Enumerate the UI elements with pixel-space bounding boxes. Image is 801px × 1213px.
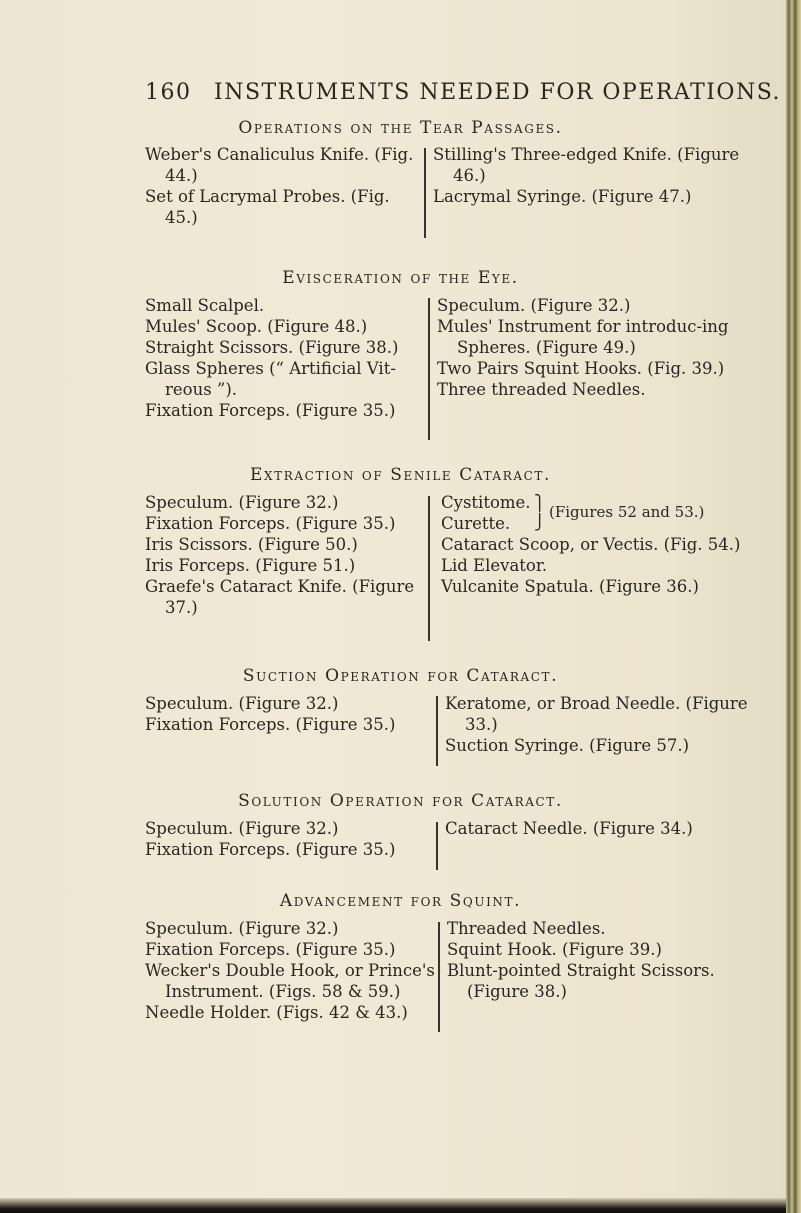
scan-bottom-edge: [0, 1198, 786, 1213]
page-edge: [786, 0, 801, 1213]
column-divider: [428, 496, 430, 641]
section-solution-left: [145, 818, 430, 860]
list-item: Cystitome.: [441, 493, 531, 512]
list-item: Cataract Scoop, or Vectis. (Fig. 54.): [441, 535, 741, 554]
section-tear-left: [145, 144, 417, 228]
list-item: Iris Scissors. (Figure 50.): [145, 535, 358, 554]
column-divider: [436, 822, 438, 870]
list-item: Stilling's Three-edged Knife. (Figure 46.): [433, 145, 740, 185]
list-item: Wecker's Double Hook, or Prince's Instrument. (Figs. 58 & 59.): [145, 961, 435, 1001]
column-divider: [438, 922, 440, 1032]
list-item: Mules' Scoop. (Figure 48.): [145, 317, 368, 336]
list-item: Speculum. (Figure 32.): [145, 819, 339, 838]
section-title-suction: Suction Operation for Cataract.: [242, 666, 559, 686]
list-item: Fixation Forceps. (Figure 35.): [145, 401, 396, 420]
list-item: Fixation Forceps. (Figure 35.): [145, 514, 396, 533]
column-divider: [436, 696, 438, 766]
list-item: Small Scalpel.: [145, 296, 265, 315]
list-item: Glass Spheres (“ Artificial Vit-reous ”).: [145, 359, 396, 399]
list-item: Weber's Canaliculus Knife. (Fig. 44.): [145, 145, 414, 185]
braced-note: (Figures 52 and 53.): [549, 503, 705, 521]
list-item: Two Pairs Squint Hooks. (Fig. 39.): [437, 359, 725, 378]
list-item: Iris Forceps. (Figure 51.): [145, 556, 356, 575]
list-item: Speculum. (Figure 32.): [437, 296, 631, 315]
list-item: Three threaded Needles.: [437, 380, 646, 399]
list-item: Mules' Instrument for introduc-ing Spheres. (Figure 49.): [437, 317, 729, 357]
section-squint-right: [447, 918, 767, 1002]
list-item: Suction Syringe. (Figure 57.): [445, 736, 690, 755]
page-number: 160: [145, 80, 192, 105]
list-item: Blunt-pointed Straight Scissors. (Figure 38.): [447, 961, 715, 1001]
list-item: Vulcanite Spatula. (Figure 36.): [441, 577, 699, 596]
section-title-tear-passages: Operations on the Tear Passages.: [238, 118, 563, 138]
section-suction-left: [145, 693, 430, 735]
section-suction-right: [445, 693, 755, 756]
running-head: [145, 80, 782, 105]
list-item: Fixation Forceps. (Figure 35.): [145, 940, 396, 959]
list-item: Squint Hook. (Figure 39.): [447, 940, 662, 959]
list-item: Lacrymal Syringe. (Figure 47.): [433, 187, 692, 206]
list-item: Speculum. (Figure 32.): [145, 919, 339, 938]
section-title-evisceration: Evisceration of the Eye.: [282, 268, 519, 288]
section-solution-right: [445, 818, 755, 839]
section-extraction-left: [145, 492, 417, 618]
brace-icon: ⎫ ⎭: [534, 494, 546, 531]
section-extraction-right: [441, 492, 761, 597]
list-item: Speculum. (Figure 32.): [145, 493, 339, 512]
section-title-squint: Advancement for Squint.: [279, 891, 522, 911]
list-item: Set of Lacrymal Probes. (Fig. 45.): [145, 187, 390, 227]
list-item: Cataract Needle. (Figure 34.): [445, 819, 693, 838]
list-item: Graefe's Cataract Knife. (Figure 37.): [145, 577, 415, 617]
section-tear-right: [433, 144, 763, 207]
section-evisceration-left: [145, 295, 417, 421]
braced-group: [441, 492, 761, 534]
list-item: Curette.: [441, 514, 511, 533]
list-item: Fixation Forceps. (Figure 35.): [145, 715, 396, 734]
column-divider: [428, 298, 430, 440]
list-item: Threaded Needles.: [447, 919, 606, 938]
section-title-solution: Solution Operation for Cataract.: [238, 791, 563, 811]
section-evisceration-right: [437, 295, 757, 400]
section-squint-left: [145, 918, 435, 1023]
list-item: Straight Scissors. (Figure 38.): [145, 338, 399, 357]
list-item: Keratome, or Broad Needle. (Figure 33.): [445, 694, 748, 734]
list-item: Needle Holder. (Figs. 42 & 43.): [145, 1003, 408, 1022]
list-item: Fixation Forceps. (Figure 35.): [145, 840, 396, 859]
list-item: Speculum. (Figure 32.): [145, 694, 339, 713]
section-title-senile-cataract: Extraction of Senile Cataract.: [250, 465, 551, 485]
running-title: INSTRUMENTS NEEDED FOR OPERATIONS.: [214, 80, 782, 105]
column-divider: [424, 148, 426, 238]
list-item: Lid Elevator.: [441, 556, 548, 575]
